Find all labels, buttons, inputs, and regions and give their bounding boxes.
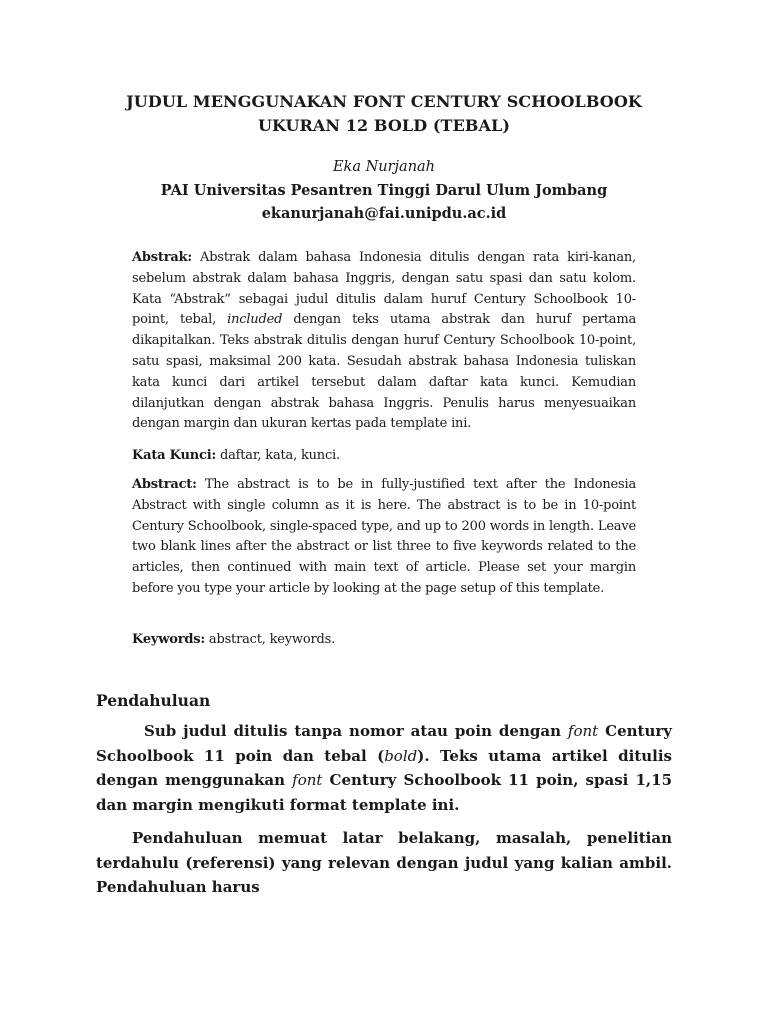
keywords-english [132,630,636,651]
keywords-en-text: abstract, keywords. [204,632,336,647]
keywords-id-label: Kata Kunci: [132,448,217,463]
para1-italic-font-2: font [292,771,323,789]
author-email: ekanurjanah@fai.unipdu.ac.id [261,205,507,222]
title-line-1: JUDUL MENGGUNAKAN FONT CENTURY SCHOOLBOOK [126,92,642,111]
para1-italic-bold: bold [384,746,418,765]
article-title [96,90,672,138]
abstract-id-label: Abstrak: [132,250,192,265]
section-heading: Pendahuluan [96,691,211,710]
keywords-indonesian [132,446,636,467]
abstract-id-italic: included [227,312,283,328]
author-name: Eka Nurjanah [332,159,436,175]
author-block [96,156,672,225]
para1-text-c: ). Teks utama artikel ditulis dengan menggunakan [96,746,672,789]
abstract-english [132,475,636,600]
body-paragraph-2: Pendahuluan memuat latar belakang, masalah, penelitian terdahulu (referensi) yang relevan dengan judul yang kalian ambil. Pendahuluan harus [96,829,672,896]
keywords-id-text: daftar, kata, kunci. [216,448,340,463]
body-paragraph-1 [96,719,672,817]
abstract-indonesian [132,248,636,435]
para1-text-b: Century Schoolbook 11 poin dan tebal ( [96,722,672,765]
para1-italic-font-1: font [567,722,599,740]
para1-text-d: Century Schoolbook 11 poin, spasi 1,15 dan margin mengikuti format template ini. [96,771,673,814]
para1-text-a: Sub judul ditulis tanpa nomor atau poin dengan [144,722,568,740]
abstract-id-text-2: dengan teks utama abstrak dan huruf pertama dikapitalkan. Teks abstrak ditulis dengan huruf Century Schoolbook 10-point, satu spasi, maksimal 200 kata. Sesudah abstrak bahasa Indonesia tuliskan kata kunci dari artikel tersebut dalam daftar kata kunci. Kemudian dilanjutkan dengan abstrak bahasa Inggris. Penulis harus menyesuaikan dengan margin dan ukuran kertas pada template ini. [132,312,637,432]
abstract-en-text: The abstract is to be in fully-justified text after the Indonesia Abstract with single column as it is here. The abstract is to be in 10-point Century Schoolbook, single-spaced type, and up to 200 words in length. Leave two blank lines after the abstract or list three to five keywords related to the articles, then continued with main text of article. Please set your margin before you type your article by looking at the page setup of this template. [132,477,636,596]
abstract-id-text-1: Abstrak dalam bahasa Indonesia ditulis dengan rata kiri-kanan, sebelum abstrak dalam bahasa Inggris, dengan satu spasi dan satu kolom. Kata “Abstrak” sebagai judul ditulis dalam huruf Century Schoolbook 10-point, tebal, [132,250,636,328]
abstract-en-label: Abstract: [132,477,197,492]
author-affiliation: PAI Universitas Pesantren Tinggi Darul Ulum Jombang [160,182,608,199]
title-line-2: UKURAN 12 BOLD (TEBAL) [257,116,511,135]
keywords-en-label: Keywords: [132,632,205,647]
